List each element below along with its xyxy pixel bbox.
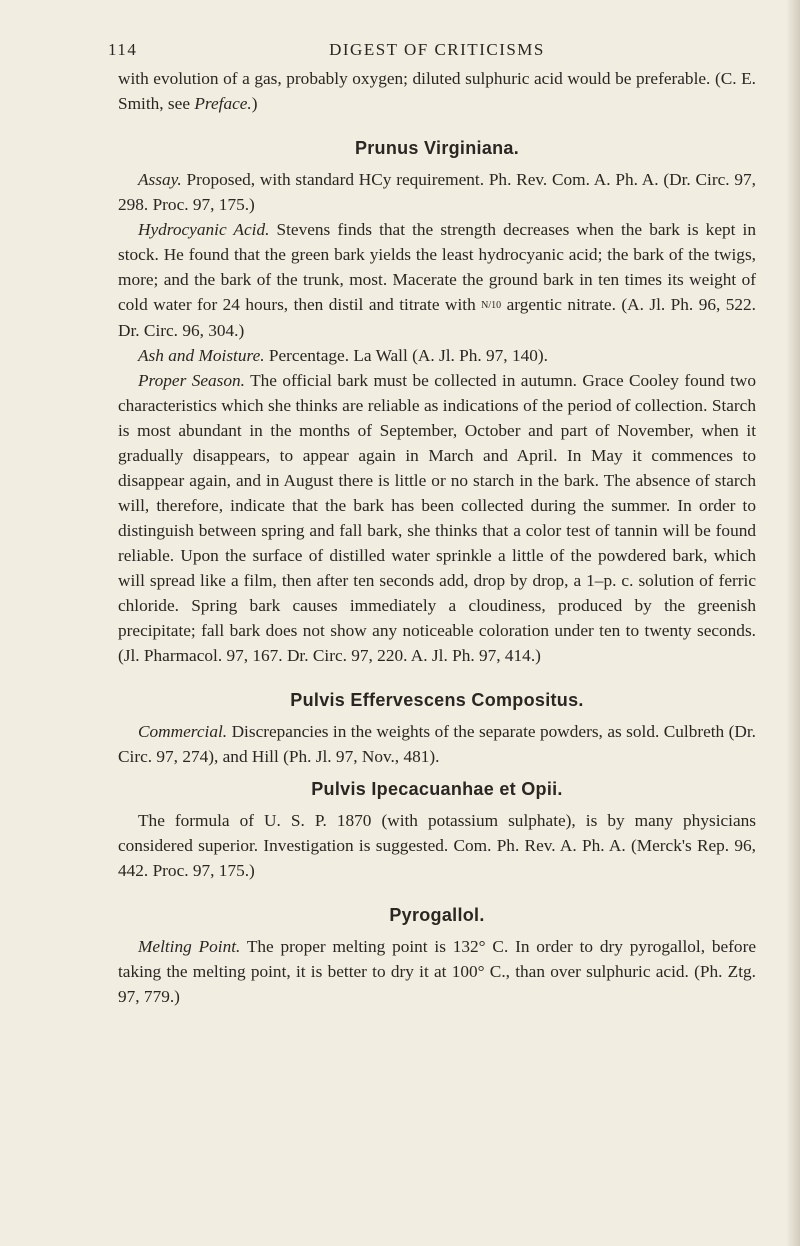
ipecacuanhae-paragraph: The formula of U. S. P. 1870 (with potassium sulphate), is by many physicians considered superior. Investigation is suggested. Com. Ph. Rev. A. Ph. A. (Merck's Rep. 96, 442. Proc. 97, 175.) — [118, 811, 756, 880]
heading-pulvis-effervescens: Pulvis Effervescens Compositus. — [290, 690, 584, 710]
season-label: Proper Season. — [138, 371, 245, 390]
intro-text: with evolution of a gas, probably oxygen; diluted sulphuric acid would be preferable. (C. E. Smith, see — [118, 69, 756, 113]
intro-text-end: ) — [251, 94, 258, 113]
book-page — [108, 40, 756, 1009]
page-edge-shadow — [786, 0, 800, 1246]
hydrocyanic-text-end: argentic nitrate. (A. Jl. Ph. 96, 522. Dr. Circ. 96, 304.) — [118, 295, 756, 340]
commercial-paragraph — [118, 719, 756, 769]
preface-reference: Preface. — [194, 94, 252, 113]
commercial-label: Commercial. — [138, 722, 228, 741]
page-number: 114 — [108, 40, 138, 59]
ash-paragraph — [118, 343, 756, 368]
season-text: The official bark must be collected in autumn. Grace Cooley found two characteristics which she thinks are reliable as indications of the period of collection. Starch is most abundant in the months of September, October and part of November, when it gradually disappears, to appear again in March and April. In May it commences to disappear again, and in August there is little or no starch in the bark. The absence of starch will, therefore, indicate that the bark has been collected during the summer. In order to distinguish between spring and fall bark, she thinks that a color test of tannin will be found reliable. Upon the surface of distilled water sprinkle a little of the powdered bark, which will spread like a film, then after ten seconds add, drop by drop, a 1–p. c. solution of ferric chloride. Spring bark causes immediately a cloudiness, produced by the greenish precipitate; fall bark does not show any noticeable coloration under ten to twenty seconds. (Jl. Pharmacol. 97, 167. Dr. Circ. 97, 220. A. Jl. Ph. 97, 414.) — [118, 371, 756, 665]
season-paragraph — [118, 368, 756, 668]
assay-text: Proposed, with standard HCy requirement. Ph. Rev. Com. A. Ph. A. (Dr. Circ. 97, 298. Proc. 97, 175.) — [118, 170, 756, 214]
running-title: DIGEST OF CRITICISMS — [329, 40, 545, 59]
melting-text: The proper melting point is 132° C. In order to dry pyrogallol, before taking the melting point, it is better to dry it at 100° C., than over sulphuric acid. (Ph. Ztg. 97, 779.) — [118, 937, 756, 1006]
normal-fraction: N/10 — [481, 300, 502, 311]
intro-paragraph — [118, 66, 756, 116]
heading-pyrogallol: Pyrogallol. — [389, 905, 485, 925]
hydrocyanic-text: Stevens finds that the strength decreases when the bark is kept in stock. He found that the green bark yields the least hydrocyanic acid; the bark of the twigs, more; and the bark of the trunk, most. Macerate the ground bark in ten times its weight of cold water for 24 hours, then distil and titrate with — [118, 220, 756, 314]
heading-pulvis-ipecacuanhae: Pulvis Ipecacuanhae et Opii. — [311, 779, 563, 799]
hydrocyanic-label: Hydrocyanic Acid. — [138, 220, 270, 239]
hydrocyanic-paragraph — [118, 217, 756, 343]
melting-label: Melting Point. — [138, 937, 241, 956]
running-head — [108, 40, 756, 66]
melting-paragraph — [118, 934, 756, 1009]
assay-label: Assay. — [138, 170, 182, 189]
ash-label: Ash and Moisture. — [138, 346, 265, 365]
assay-paragraph — [118, 167, 756, 217]
commercial-text: Discrepancies in the weights of the separate powders, as sold. Culbreth (Dr. Circ. 97, 274), and Hill (Ph. Jl. 97, Nov., 481). — [118, 722, 756, 766]
ash-text: Percentage. La Wall (A. Jl. Ph. 97, 140). — [264, 346, 548, 365]
heading-prunus-virginiana: Prunus Virginiana. — [354, 138, 520, 158]
